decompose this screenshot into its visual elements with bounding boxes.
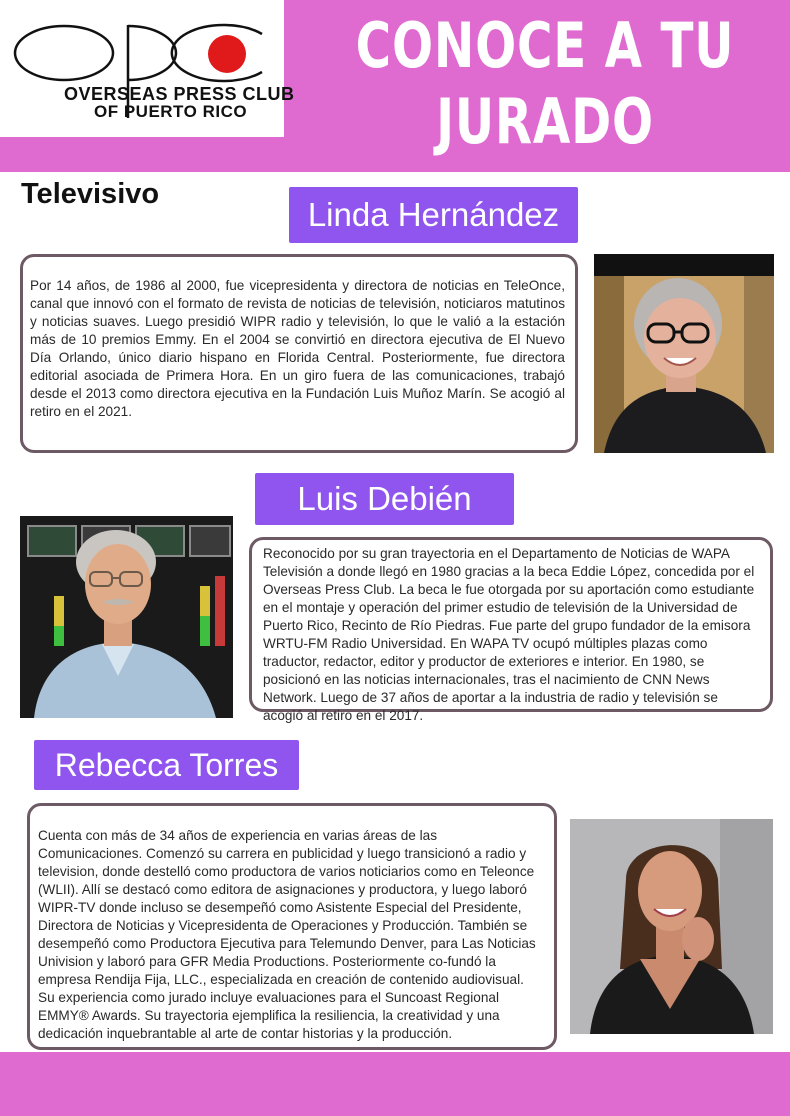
hero-title-line-2: JURADO <box>436 85 654 158</box>
category-heading: Televisivo <box>21 178 160 210</box>
hero-title-line-1: CONOCE A TU <box>355 9 735 82</box>
hero-title <box>354 8 736 160</box>
juror-bio-luis <box>249 537 773 723</box>
juror-bio-text: Cuenta con más de 34 años de experiencia en varias áreas de las Comunicaciones. Comenzó su carrera en publicidad y luego transicionó a radio y television, donde destelló como productora de varios noticiarios como en Teleonce (WLII). Allí se destacó como editora de asignaciones y productora, y luego laboró WIPR-TV donde incluso se desempeñó como Asistente Especial del Presidente, Directora de Noticias y Vicepresidenta de Operaciones y Producción. También se desempeñó como Productora Ejecutiva para Telemundo Denver, para Las Noticias Univision y laboró para GFR Media Productions. Posteriormente co-fundó la empresa Rendija Fija, LLC., especializada en creación de contenido audiovisual. Su experiencia como jurado incluye evaluaciones para el Suncoast Regional EMMY® Awards. Su trayectoria ejemplifica la resiliencia, la creatividad y una dedicación inquebrantable al arte de contar historias y la producción. <box>38 828 536 1041</box>
juror-bio-rebecca <box>27 803 557 1050</box>
footer-banner <box>0 1052 790 1116</box>
juror-photo-luis <box>20 516 233 718</box>
logo-line-1: OVERSEAS PRESS CLUB <box>64 84 295 104</box>
header-banner <box>0 0 790 172</box>
juror-bio-linda <box>20 254 578 453</box>
juror-name-luis: Luis Debién <box>255 473 514 525</box>
juror-bio-text: Reconocido por su gran trayectoria en el Departamento de Noticias de WAPA Televisión a donde llegó en 1980 gracias a la beca Eddie López, concedida por el Overseas Press Club. La beca le fue otorgada por su aportación como estudiante en el montaje y operación del primer estudio de televisión de la Universidad de Puerto Rico, Recinto de Río Piedras. Fue parte del grupo fundador de la emisora WRTU-FM Radio Universidad. En WAPA TV ocupó múltiples plazas como traductor, redactor, editor y productor de exteriores e interior. En 1980, se posicionó en las noticias internacionales, tras el nacimiento de CNN News Network. Luego de 37 años de aportar a la industria de radio y televisión se acogió al retiro en el 2017. <box>263 546 755 723</box>
juror-photo-linda <box>594 254 774 453</box>
juror-name-linda: Linda Hernández <box>289 187 578 243</box>
logo <box>0 0 295 137</box>
juror-bio-text: Por 14 años, de 1986 al 2000, fue vicepresidenta y directora de noticias en TeleOnce, canal que innovó con el formato de revista de noticias de televisión, noticiaros matutinos y noticias suaves. Luego presidió WIPR radio y televisión, lo que le valió a la estación más de 10 premios Emmy. En el 2004 se convirtió en directora ejecutiva de El Nuevo Día Orlando, único diario hispano en Florida Central. Posteriormente, fue directora editorial asociada de Primera Hora. En un giro fuera de las comunicaciones, trabajó desde el 2013 como directora ejecutiva en la Fundación Luis Muñoz Marín. Se acogió al retiro en el 2021. <box>30 278 565 419</box>
juror-name-rebecca: Rebecca Torres <box>34 740 299 790</box>
juror-photo-rebecca <box>570 819 773 1034</box>
logo-line-2: OF PUERTO RICO <box>94 102 248 121</box>
